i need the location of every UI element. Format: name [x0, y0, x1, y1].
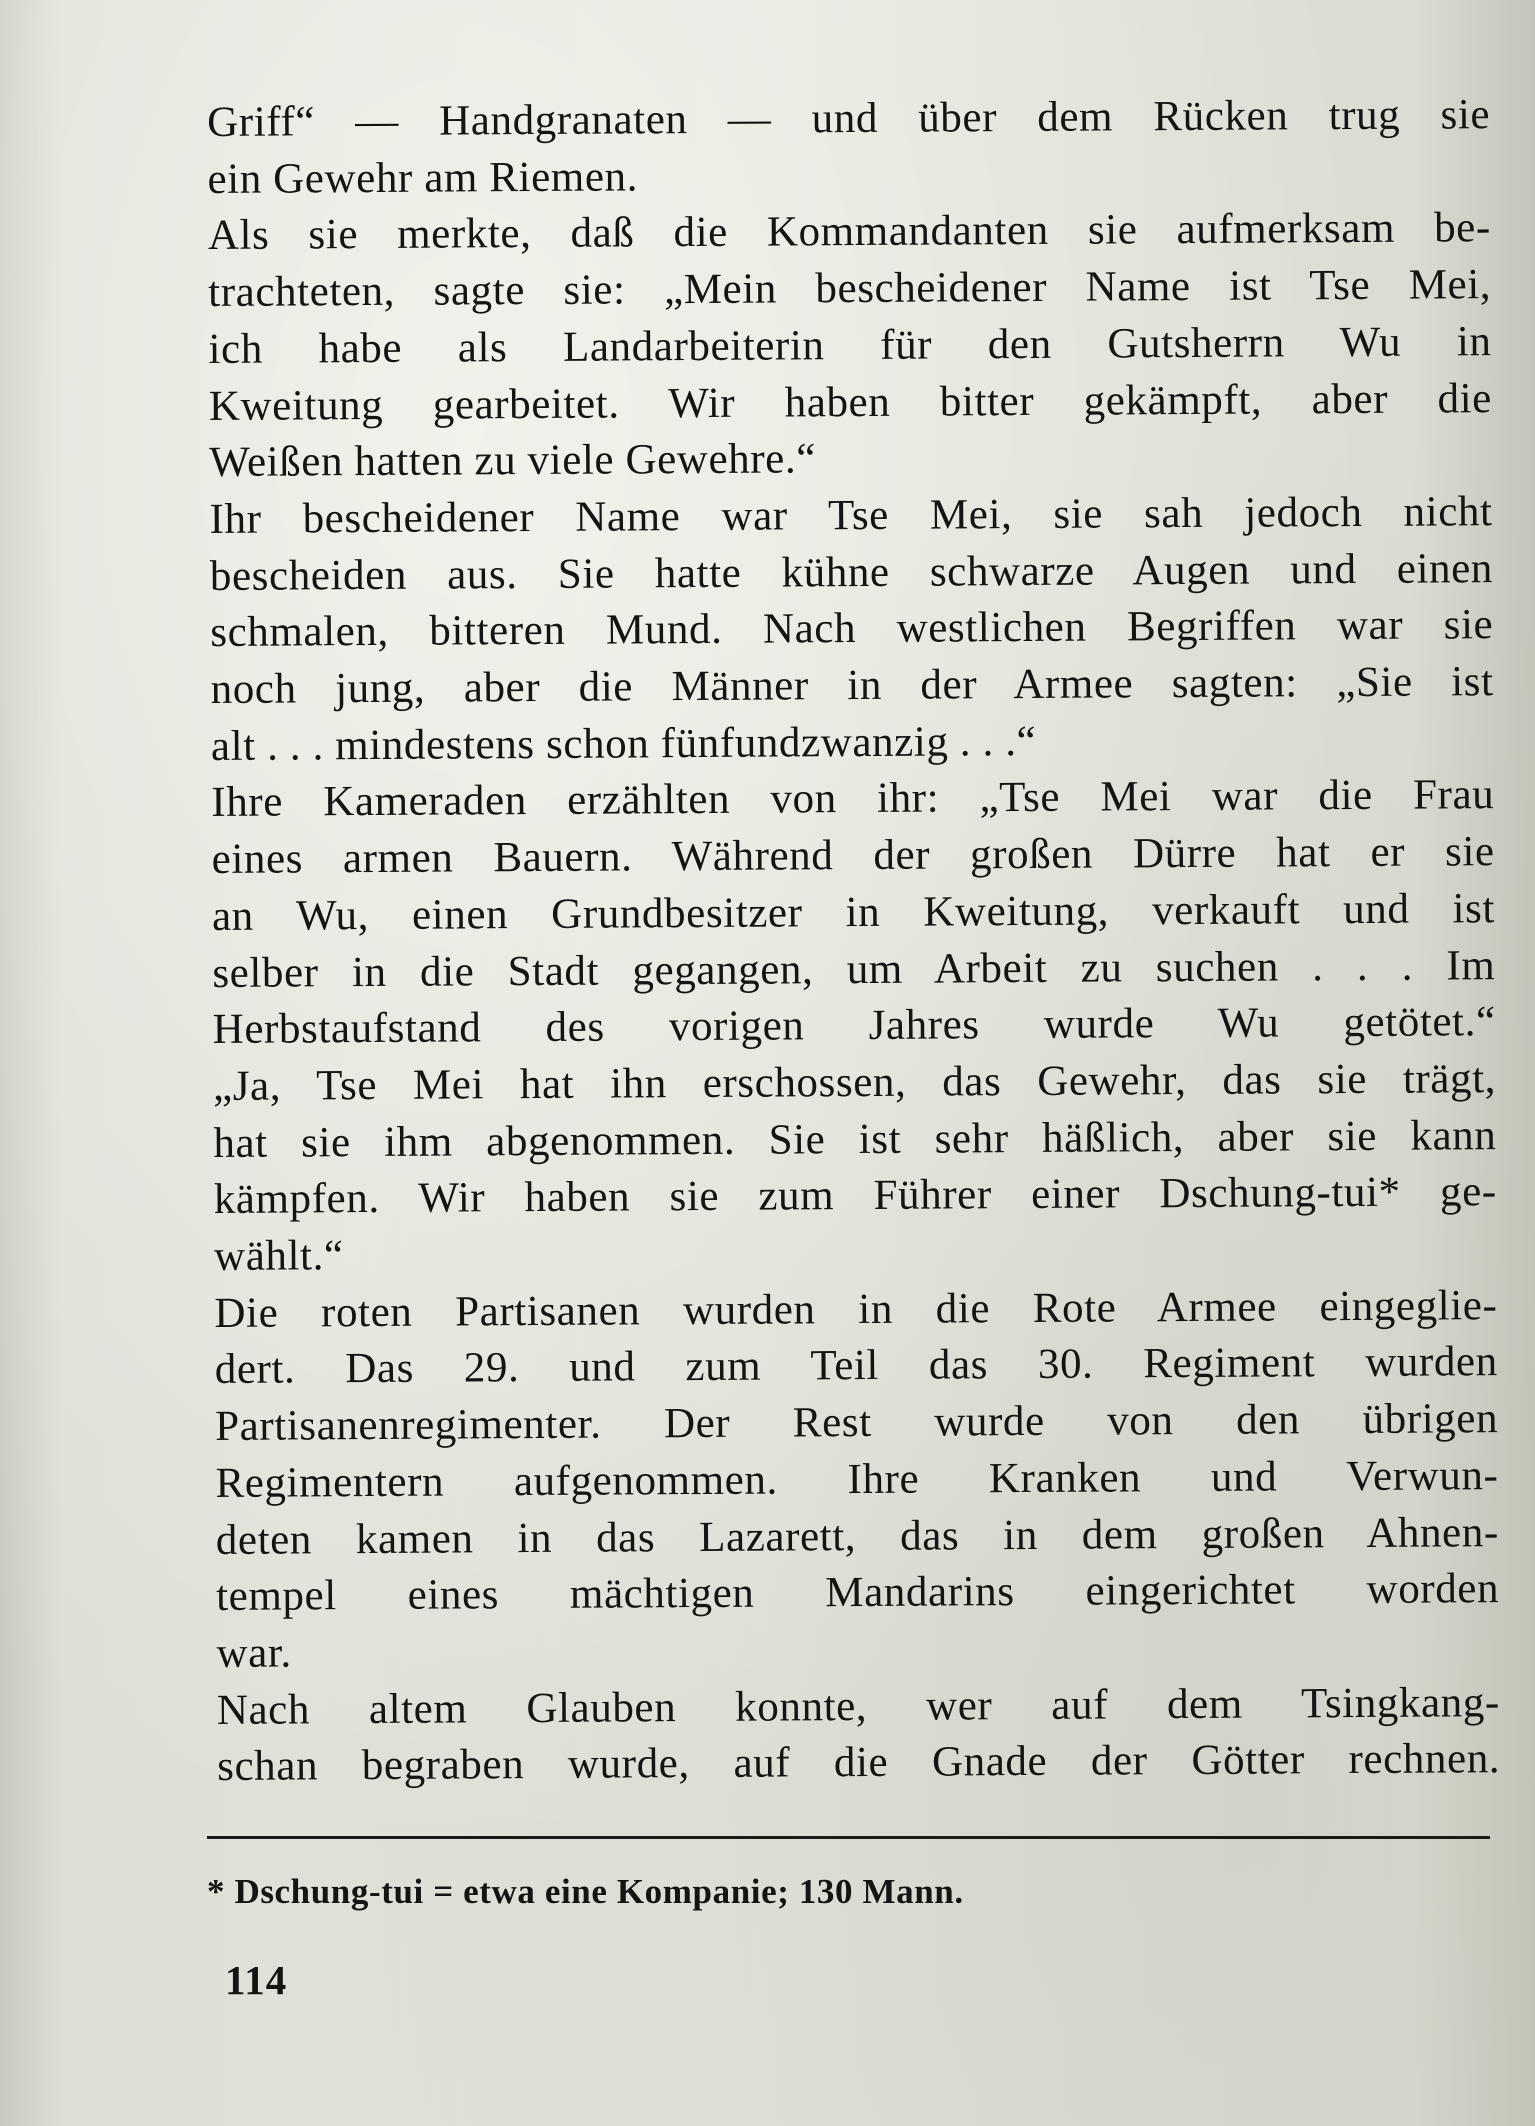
text-line: ein Gewehr am Riemen.: [207, 153, 639, 203]
text-line: war.: [216, 1629, 292, 1677]
text-line: noch jung, aber die Männer in der Armee sagten: „Sie ist: [210, 658, 1494, 714]
text-line: Partisanenregimenter. Der Rest wurde von den übrigen: [214, 1395, 1499, 1451]
text-line: hat sie ihm abgenommen. Sie ist sehr häßlich, aber sie kann: [213, 1111, 1497, 1167]
text-line: Regimentern aufgenommen. Ihre Kranken und Verwun-: [215, 1452, 1499, 1507]
text-line: dert. Das 29. und zum Teil das 30. Regiment wurden: [214, 1338, 1498, 1394]
text-line: Herbstaufstand des vorigen Jahres wurde Wu getötet.“: [212, 998, 1496, 1054]
text-line: selber in die Stadt gegangen, um Arbeit zu suchen . . . Im: [212, 941, 1496, 997]
text-line: bescheiden aus. Sie hatte kühne schwarze Augen und einen: [209, 544, 1494, 600]
text-line: an Wu, einen Grundbesitzer in Kweitung, verkauft und ist: [211, 884, 1496, 940]
text-line: schan begraben wurde, auf die Gnade der Götter rechnen.: [217, 1735, 1501, 1791]
text-line: ich habe als Landarbeiterin für den Gutsherrn Wu in: [208, 317, 1492, 373]
text-line: Kweitung gearbeitet. Wir haben bitter gekämpft, aber die: [208, 374, 1493, 430]
text-line: Ihr bescheidener Name war Tse Mei, sie sah jedoch nicht: [209, 488, 1493, 543]
text-line: Als sie merkte, daß die Kommandanten sie aufmerksam be-: [207, 204, 1491, 260]
text-line: Weißen hatten zu viele Gewehre.“: [209, 435, 817, 487]
text-line: kämpfen. Wir haben sie zum Führer einer Dschung-tui* ge-: [213, 1168, 1497, 1224]
body-text: [207, 87, 1500, 1796]
text-line: „Ja, Tse Mei hat ihn erschossen, das Gewehr, das sie trägt,: [212, 1055, 1497, 1110]
text-line: deten kamen in das Lazarett, das in dem großen Ahnen-: [215, 1508, 1499, 1564]
text-line: tempel eines mächtigen Mandarins eingerichtet worden: [216, 1565, 1500, 1621]
page-number: 114: [225, 1957, 288, 2003]
text-line: Die roten Partisanen wurden in die Rote Armee eingeglie-: [214, 1281, 1498, 1337]
text-line: Ihre Kameraden erzählten von ihr: „Tse Mei war die Frau: [211, 771, 1495, 827]
text-line: trachteten, sagte sie: „Mein bescheidener Name ist Tse Mei,: [208, 261, 1492, 317]
text-line: eines armen Bauern. Während der großen Dürre hat er sie: [211, 828, 1495, 884]
footnote: * Dschung-tui = etwa eine Kompanie; 130 Mann.: [207, 1872, 964, 1911]
text-line: Griff“ — Handgranaten — und über dem Rücken trug sie: [207, 91, 1491, 146]
text-line: alt . . . mindestens schon fünfundzwanzig . . .“: [210, 717, 1037, 770]
text-line: Nach altem Glauben konnte, wer auf dem Tsingkang-: [216, 1678, 1500, 1734]
text-line: wählt.“: [213, 1232, 344, 1281]
footnote-divider: [207, 1836, 1490, 1839]
text-line: schmalen, bitteren Mund. Nach westlichen Begriffen war sie: [210, 601, 1494, 657]
